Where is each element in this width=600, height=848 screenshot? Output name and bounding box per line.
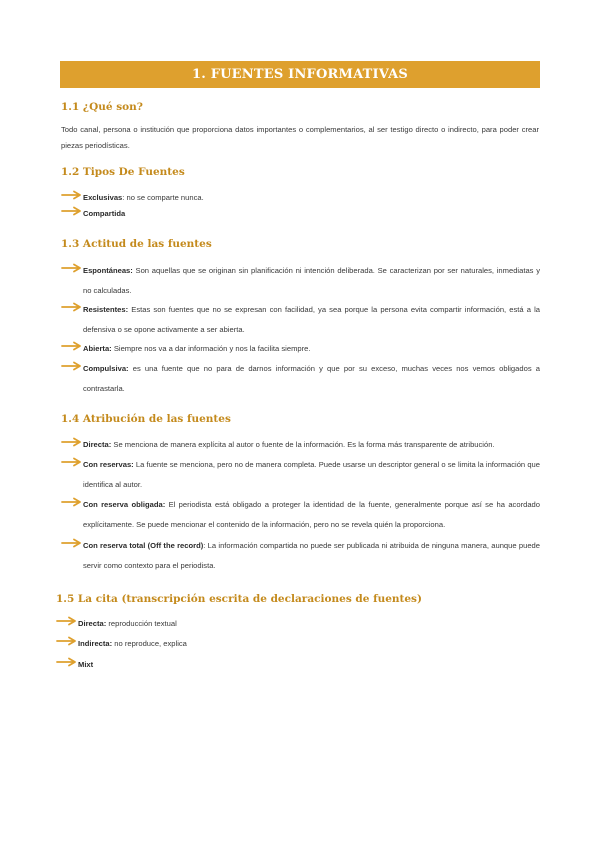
item-label: Compulsiva: — [83, 364, 129, 373]
list-item — [56, 655, 535, 675]
item-text: Son aquellas que se originan sin planificación ni intención deliberada. Se caracterizan por ser naturales, inmediatas y no calculadas. — [83, 266, 540, 295]
item-label: Mixt — [78, 660, 94, 669]
item-text: Se menciona de manera explícita al autor o fuente de la información. Es la forma más transparente de atribución. — [111, 440, 495, 449]
item-label: Con reserva obligada: — [83, 500, 166, 509]
right-arrow-icon — [61, 497, 83, 507]
list-item — [61, 339, 540, 359]
right-arrow-icon — [61, 302, 83, 312]
section-heading-actitud: 1.3 Actitud de las fuentes — [61, 238, 212, 250]
item-label: Directa: — [78, 619, 107, 628]
item-text: : La información compartida no puede ser publicada ni atribuida de ninguna manera, aunque puede servir como contexto para el periodista. — [83, 541, 540, 570]
list-item — [61, 359, 540, 399]
section-heading-tipos: 1.2 Tipos De Fuentes — [61, 166, 185, 178]
right-arrow-icon — [56, 636, 78, 646]
right-arrow-icon — [61, 361, 83, 371]
item-text: El periodista está obligado a proteger la identidad de la fuente, generalmente porque así se ha acordado explícitamente. Se puede mencionar el contenido de la información, pero no se revela quién la proporciona. — [83, 500, 540, 529]
list-item — [61, 455, 540, 495]
section-heading-que-son: 1.1 ¿Qué son? — [61, 101, 143, 113]
right-arrow-icon — [61, 341, 83, 351]
item-label: Espontáneas: — [83, 266, 133, 275]
list-item — [61, 300, 540, 340]
right-arrow-icon — [61, 263, 83, 273]
item-label: Exclusivas — [83, 193, 123, 202]
item-text: es una fuente que no para de darnos información y que por su exceso, muchas veces nos vemos obligados a contrastarla. — [83, 364, 540, 393]
list-item — [61, 435, 540, 455]
section-heading-cita: 1.5 La cita (transcripción escrita de declaraciones de fuentes) — [56, 593, 422, 605]
right-arrow-icon — [61, 538, 83, 548]
item-label: Con reserva total (Off the record) — [83, 541, 204, 550]
item-text: La fuente se menciona, pero no de manera completa. Puede usarse un descriptor general o se limita la información que identifica al autor. — [83, 460, 540, 489]
right-arrow-icon — [56, 616, 78, 626]
list-item — [61, 261, 540, 301]
item-text: Estas son fuentes que no se expresan con facilidad, ya sea porque la persona evita compartir información, está a la defensiva o se opone activamente a ser abierta. — [83, 305, 540, 334]
item-label: Abierta: — [83, 344, 112, 353]
item-label: Compartida — [83, 209, 126, 218]
section-paragraph-que-son: Todo canal, persona o institución que proporciona datos importantes o complementarios, al ser testigo directo o indirecto, para poder crear piezas periodísticas. — [61, 125, 539, 150]
right-arrow-icon — [61, 457, 83, 467]
section-heading-atribucion: 1.4 Atribución de las fuentes — [61, 413, 231, 425]
list-item — [61, 495, 540, 535]
item-text: Siempre nos va a dar información y nos la facilita siempre. — [111, 344, 311, 353]
item-text: : no se comparte nunca. — [122, 193, 204, 202]
page-title: 1. FUENTES INFORMATIVAS — [60, 61, 540, 88]
list-item — [61, 204, 540, 224]
right-arrow-icon — [56, 657, 78, 667]
list-item — [56, 634, 535, 654]
right-arrow-icon — [61, 206, 83, 216]
right-arrow-icon — [61, 190, 83, 200]
list-item — [56, 614, 535, 634]
item-label: Indirecta: — [78, 639, 113, 648]
item-label: Resistentes: — [83, 305, 129, 314]
item-label: Directa: — [83, 440, 112, 449]
list-item — [61, 536, 540, 576]
item-label: Con reservas: — [83, 460, 134, 469]
item-text: reproducción textual — [106, 619, 177, 628]
right-arrow-icon — [61, 437, 83, 447]
item-text: no reproduce, explica — [112, 639, 187, 648]
